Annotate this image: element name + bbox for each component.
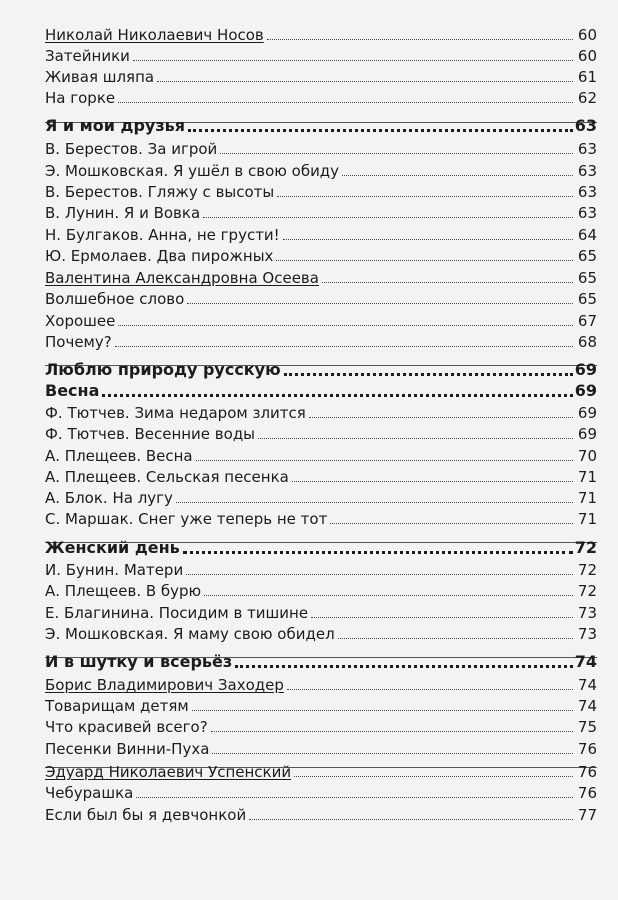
- toc-entry-title: Э. Мошковская. Я ушёл в свою обиду: [45, 162, 340, 180]
- toc-page-number: 74: [577, 697, 597, 715]
- toc-entry: [45, 44, 597, 65]
- dot-leader: [342, 175, 573, 176]
- toc-entry-title: А. Плещеев. Весна: [45, 447, 193, 465]
- toc-entry: [45, 287, 597, 308]
- dot-leader: [176, 502, 573, 503]
- toc-page-number: 74: [574, 652, 597, 671]
- toc-entry: [45, 244, 597, 265]
- toc-entry: [45, 803, 597, 824]
- toc-entry-title: Товарищам детям: [45, 697, 189, 715]
- dot-leader: [283, 239, 573, 240]
- dot-leader: [133, 60, 573, 61]
- toc-page-number: 73: [577, 625, 597, 643]
- toc-author-entry: [45, 23, 597, 44]
- toc-author-entry: [45, 760, 597, 781]
- dot-leader: [186, 574, 573, 575]
- dot-leader: [294, 776, 573, 777]
- toc-page-number: 72: [577, 561, 597, 579]
- toc-entry-title: Затейники: [45, 47, 130, 65]
- dot-leader: [330, 523, 573, 524]
- toc-entry: [45, 201, 597, 222]
- toc-page-number: 69: [574, 381, 597, 400]
- dot-leader: [287, 689, 573, 690]
- toc-entry: [45, 401, 597, 422]
- dot-leader: [267, 39, 573, 40]
- toc-section-heading: [45, 536, 597, 557]
- toc-section-heading: [45, 114, 597, 135]
- toc-page-number: 69: [574, 360, 597, 379]
- toc-entry-title: Я и мои друзья: [45, 116, 186, 135]
- toc-entry-title: Если был бы я девчонкой: [45, 806, 247, 824]
- toc-page-number: 62: [577, 89, 597, 107]
- toc-entry-title: Живая шляпа: [45, 68, 155, 86]
- toc-entry: [45, 159, 597, 180]
- toc-section-heading: [45, 358, 597, 379]
- toc-entry-title: На горке: [45, 89, 116, 107]
- toc-entry-title: Чебурашка: [45, 784, 134, 802]
- toc-entry-title: Что красивей всего?: [45, 718, 208, 736]
- toc-entry: [45, 486, 597, 507]
- toc-page-number: 60: [577, 47, 597, 65]
- dot-leader: [311, 617, 573, 618]
- toc-entry: [45, 65, 597, 86]
- dot-leader: [220, 153, 573, 154]
- toc-entry-title: С. Маршак. Снег уже теперь не тот: [45, 510, 328, 528]
- toc-entry-title: А. Плещеев. Сельская песенка: [45, 468, 289, 486]
- toc-page-number: 64: [577, 226, 597, 244]
- toc-entry-title: Волшебное слово: [45, 290, 185, 308]
- dot-leader: [183, 551, 573, 554]
- dot-leader: [196, 460, 573, 461]
- toc-entry-title: Ю. Ермолаев. Два пирожных: [45, 247, 274, 265]
- dot-leader: [258, 438, 573, 439]
- toc-entry-title: Эдуард Николаевич Успенский: [45, 763, 292, 781]
- toc-entry: [45, 223, 597, 244]
- toc-entry-title: Почему?: [45, 333, 112, 351]
- toc-entry: [45, 309, 597, 330]
- toc-entry: [45, 781, 597, 802]
- dot-leader: [136, 797, 573, 798]
- toc-page-number: 63: [577, 204, 597, 222]
- toc-page-number: 63: [577, 162, 597, 180]
- dot-leader: [284, 373, 573, 376]
- toc-entry: [45, 622, 597, 643]
- toc-page-number: 76: [577, 784, 597, 802]
- dot-leader: [249, 819, 573, 820]
- dot-leader: [118, 102, 573, 103]
- toc-page-number: 60: [577, 26, 597, 44]
- toc-entry-title: Люблю природу русскую: [45, 360, 281, 379]
- toc-entry: [45, 180, 597, 201]
- toc-page-number: 73: [577, 604, 597, 622]
- toc-entry-title: Э. Мошковская. Я маму свою обидел: [45, 625, 335, 643]
- toc-entry: [45, 579, 597, 600]
- toc-entry-title: В. Лунин. Я и Вовка: [45, 204, 201, 222]
- dot-leader: [292, 481, 573, 482]
- toc-entry-title: Борис Владимирович Заходер: [45, 676, 284, 694]
- dot-leader: [322, 282, 573, 283]
- dot-leader: [115, 346, 573, 347]
- toc-entry-title: Ф. Тютчев. Весенние воды: [45, 425, 256, 443]
- dot-leader: [157, 81, 573, 82]
- dot-leader: [102, 394, 572, 397]
- toc-page-number: 69: [577, 404, 597, 422]
- toc-entry: [45, 422, 597, 443]
- toc-entry-title: В. Берестов. Гляжу с высоты: [45, 183, 275, 201]
- dot-leader: [204, 595, 573, 596]
- toc-page-number: 68: [577, 333, 597, 351]
- dot-leader: [188, 129, 573, 132]
- toc-section-heading: [45, 379, 597, 400]
- toc-page-number: 76: [577, 763, 597, 781]
- toc-page-number: 72: [574, 538, 597, 557]
- toc-author-entry: [45, 266, 597, 287]
- dot-leader: [192, 710, 573, 711]
- dot-leader: [211, 731, 573, 732]
- toc-entry: [45, 444, 597, 465]
- dot-leader: [235, 665, 573, 668]
- dot-leader: [309, 417, 573, 418]
- toc-page-number: 63: [577, 183, 597, 201]
- toc-page-number: 74: [577, 676, 597, 694]
- toc-page-number: 71: [577, 468, 597, 486]
- toc-entry: [45, 465, 597, 486]
- toc-page-number: 63: [577, 140, 597, 158]
- toc-page-number: 67: [577, 312, 597, 330]
- toc-page-number: 65: [577, 247, 597, 265]
- toc-entry-title: Хорошее: [45, 312, 116, 330]
- dot-leader: [187, 303, 573, 304]
- toc-page-number: 76: [577, 740, 597, 758]
- toc-entry-title: И в шутку и всерьёз: [45, 652, 233, 671]
- toc-entry: [45, 694, 597, 715]
- toc-entry: [45, 601, 597, 622]
- toc-page-number: 65: [577, 269, 597, 287]
- toc-page-number: 69: [577, 425, 597, 443]
- toc-section-heading: [45, 650, 597, 671]
- toc-entry-title: Песенки Винни-Пуха: [45, 740, 210, 758]
- toc-page-number: 61: [577, 68, 597, 86]
- dot-leader: [212, 753, 573, 754]
- toc-entry: [45, 507, 597, 528]
- toc-entry-title: Женский день: [45, 538, 180, 557]
- dot-leader: [203, 217, 573, 218]
- dot-leader: [338, 638, 573, 639]
- toc-entry: [45, 137, 597, 158]
- toc-entry: [45, 715, 597, 736]
- toc-entry-title: Н. Булгаков. Анна, не грусти!: [45, 226, 280, 244]
- toc-page-number: 77: [577, 806, 597, 824]
- toc-page-number: 71: [577, 489, 597, 507]
- toc-page-number: 75: [577, 718, 597, 736]
- dot-leader: [276, 260, 573, 261]
- toc-author-entry: [45, 673, 597, 694]
- toc-entry-title: И. Бунин. Матери: [45, 561, 184, 579]
- toc-page-number: 70: [577, 447, 597, 465]
- toc-page-number: 65: [577, 290, 597, 308]
- toc-entry-title: Ф. Тютчев. Зима недаром злится: [45, 404, 306, 422]
- dot-leader: [277, 196, 573, 197]
- toc-page-number: 72: [577, 582, 597, 600]
- toc-entry-title: А. Плещеев. В бурю: [45, 582, 202, 600]
- toc-entry: [45, 737, 597, 758]
- toc-entry-title: Валентина Александровна Осеева: [45, 269, 319, 287]
- dot-leader: [118, 325, 573, 326]
- toc-entry: [45, 330, 597, 351]
- toc-page-number: 71: [577, 510, 597, 528]
- toc-entry-title: Е. Благинина. Посидим в тишине: [45, 604, 309, 622]
- toc-page-number: 63: [574, 116, 597, 135]
- toc-entry-title: В. Берестов. За игрой: [45, 140, 218, 158]
- toc-entry: [45, 558, 597, 579]
- toc-entry: [45, 86, 597, 107]
- toc-entry-title: А. Блок. На лугу: [45, 489, 173, 507]
- toc-entry-title: Весна: [45, 381, 100, 400]
- toc-entry-title: Николай Николаевич Носов: [45, 26, 264, 44]
